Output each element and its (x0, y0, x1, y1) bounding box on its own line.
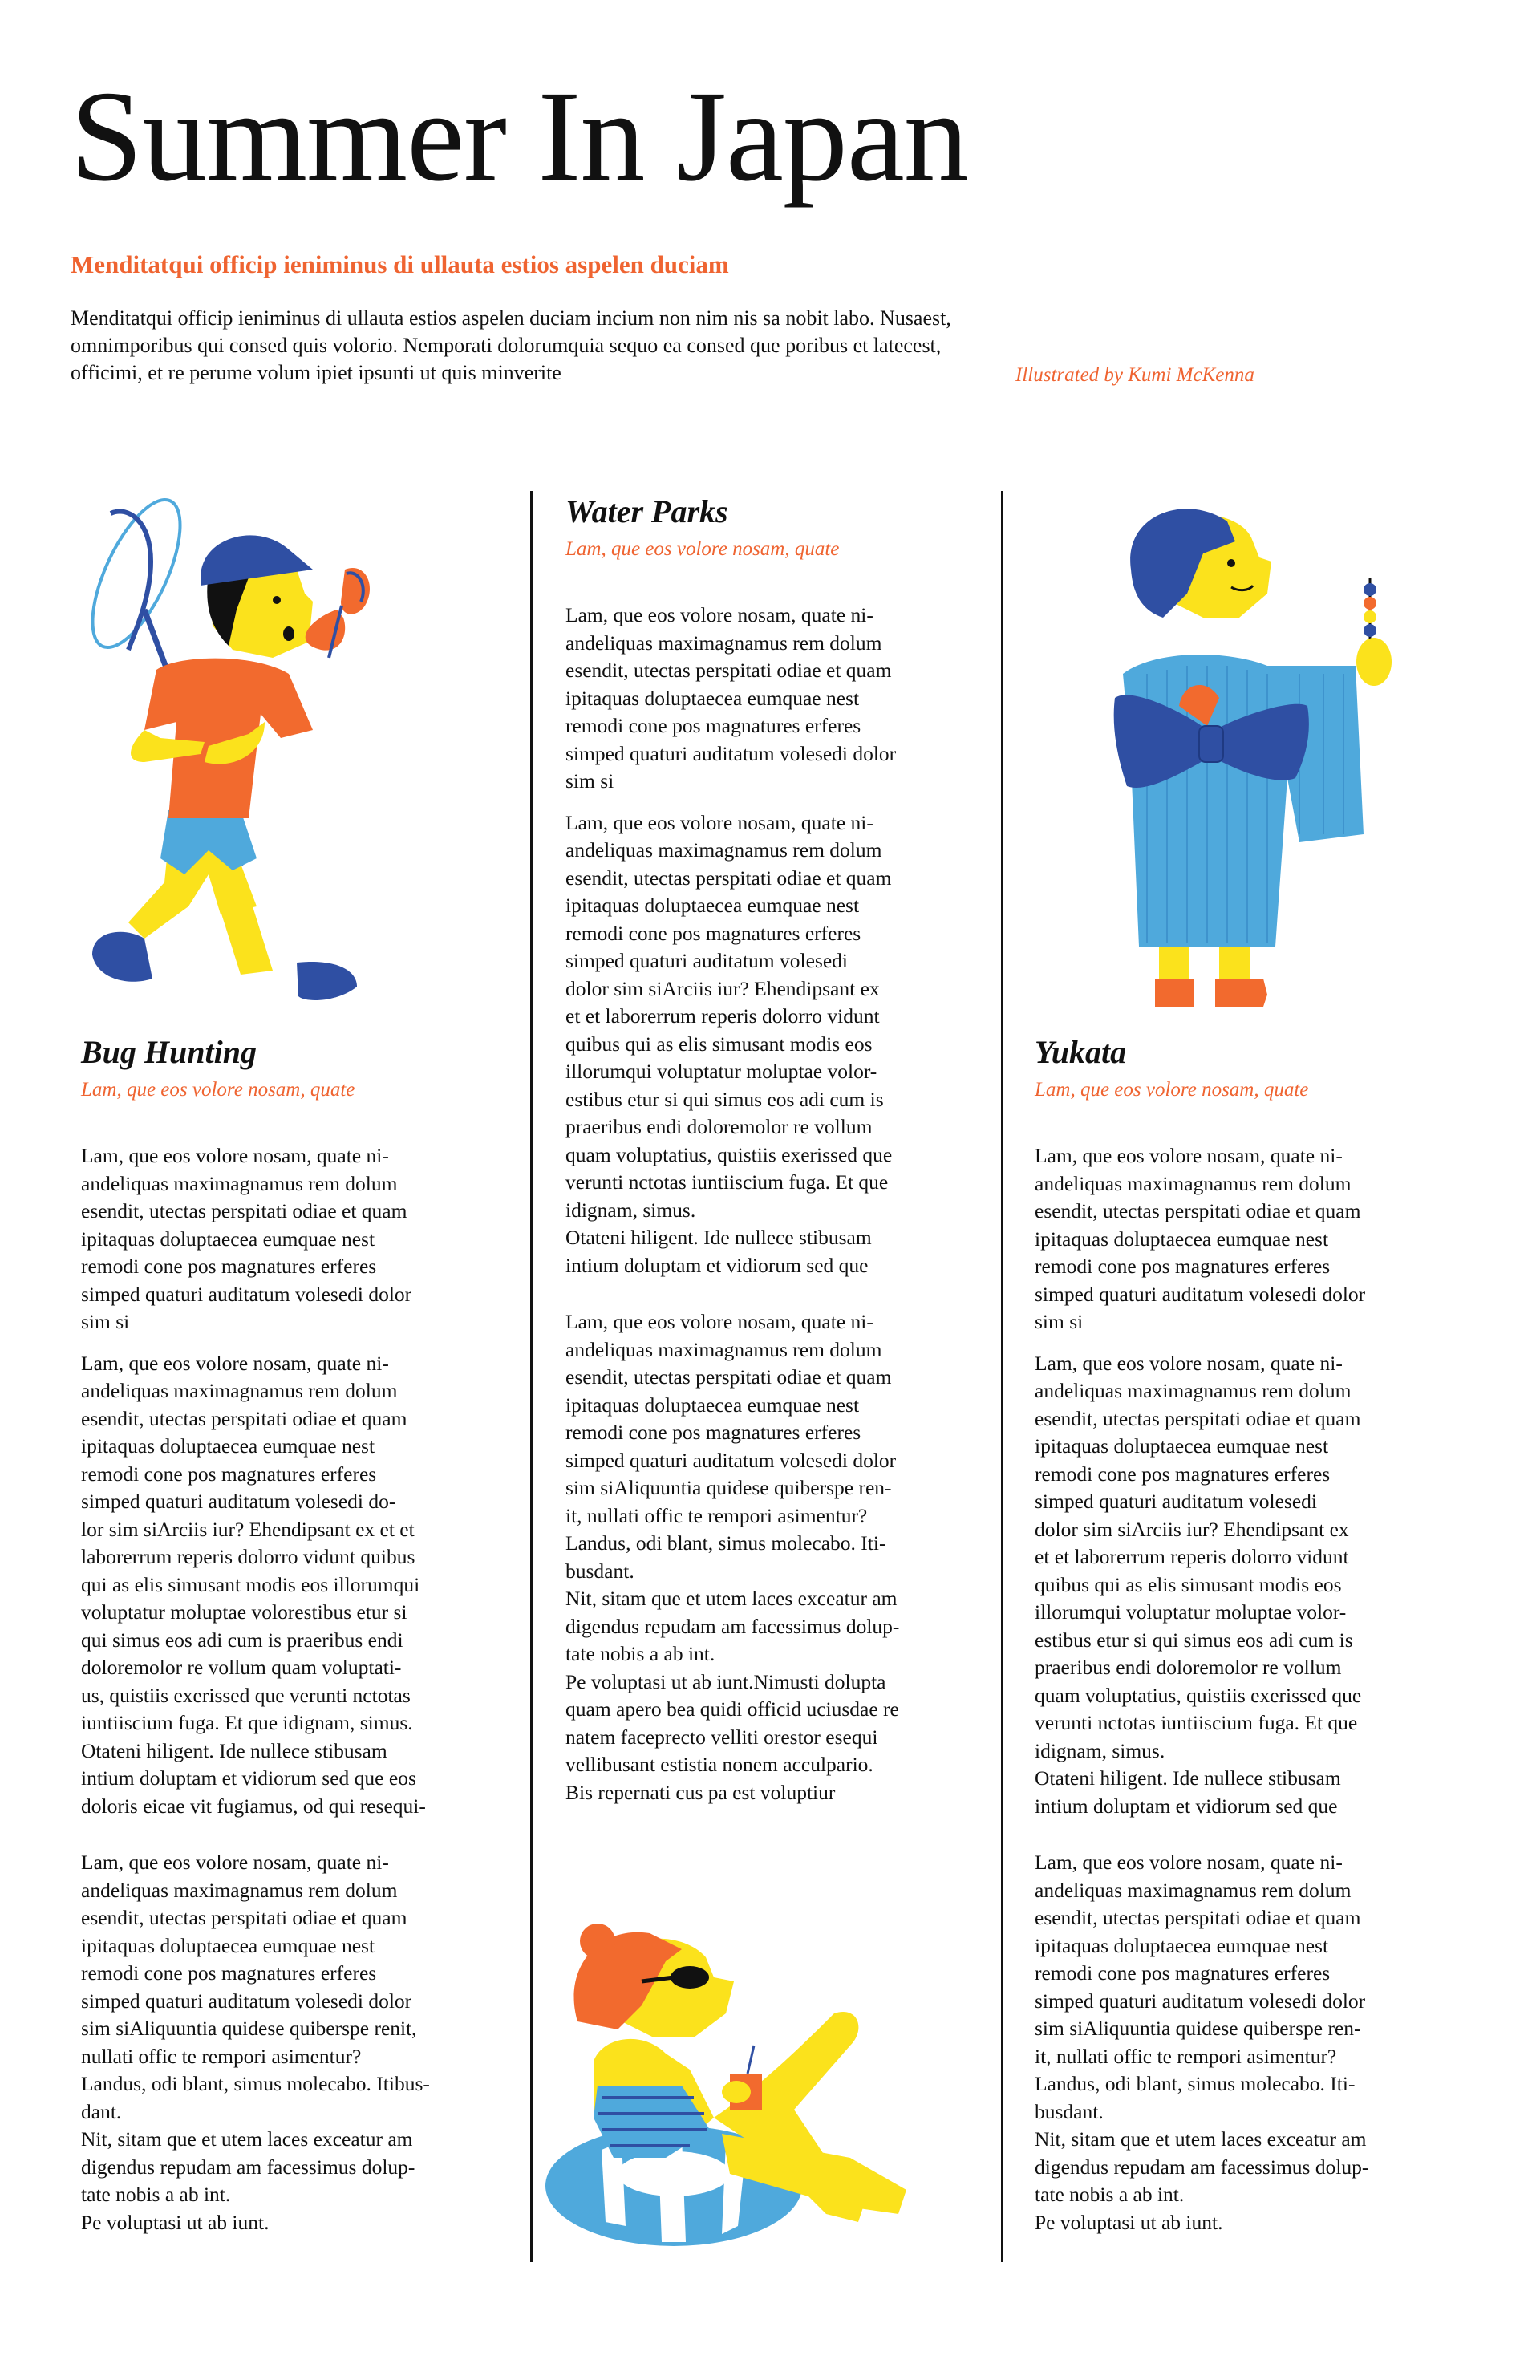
column-paragraph: Lam, que eos volore nosam, quate ni- andeliquas maximagnamus rem dolum esendit, utectas perspitati odiae et quam ipitaquas doluptaecea eumquae nest remodi cone pos magnatures erferes simped quaturi auditatum volesedi dolor sim si (1035, 1144, 1366, 1333)
girl-on-swim-ring-illustration (521, 1917, 1003, 2270)
illustrator-credit: Illustrated by Kumi McKenna (1015, 364, 1254, 386)
page-subtitle: Menditatqui officip ieniminus di ullauta estios aspelen duciam (71, 250, 729, 278)
column-paragraph: Lam, que eos volore nosam, quate ni- andeliquas maximagnamus rem dolum esendit, utectas perspitati odiae et quam ipitaquas doluptaecea eumquae nest remodi cone pos magnatures erferes simped quaturi auditatum volesedi dolor sim siArciis iur? Ehendipsant ex et et laborerrum reperis dolorro vidunt quibus qui as elis simusant modis eos illorumqui voluptatur moluptae volor- estibus etur si qui simus eos adi cum is praeribus endi doloremolor re vollum quam voluptatius, quistiis exerissed que verunti nctotas iuntiiscium fuga. Et que idignam, simus. Otateni hiligent. Ide nullece stibusam intium doluptam et vidiorum sed que (565, 810, 893, 1277)
column-heading: Water Parks (565, 493, 728, 529)
column-subheading: Lam, que eos volore nosam, quate (81, 1079, 355, 1101)
column-paragraph: Lam, que eos volore nosam, quate ni- andeliquas maximagnamus rem dolum esendit, utectas perspitati odiae et quam ipitaquas doluptaecea eumquae nest remodi cone pos magnatures erferes simped quaturi auditatum volesedi do- lor sim siArciis iur? Ehendipsant ex et et laborerrum reperis dolorro vidunt quibus qui as elis simusant modis eos illorumqui voluptatur moluptae volorestibus etur si qui simus eos adi cum is praeribus endi doloremolor re vollum quam voluptati- us, quistiis exerissed que verunti nctotas iuntiiscium fuga. Et que idignam, simus. Otateni hiligent. Ide nullece stibusam intium doluptam et vidiorum sed que eos doloris eicae vit fugiamus, od qui resequi- (81, 1351, 426, 1818)
page-title: Summer In Japan (71, 65, 968, 209)
column-heading: Bug Hunting (81, 1034, 257, 1070)
column-water-parks (565, 493, 983, 1806)
column-subheading: Lam, que eos volore nosam, quate (565, 538, 840, 560)
column-bug-hunting (81, 1033, 498, 2236)
boy-with-butterfly-net-illustration (48, 489, 385, 1011)
column-paragraph: Lam, que eos volore nosam, quate ni- andeliquas maximagnamus rem dolum esendit, utectas perspitati odiae et quam ipitaquas doluptaecea eumquae nest remodi cone pos magnatures erferes simped quaturi auditatum volesedi dolor sim siAliquuntia quidese quiberspe ren- it, nullati offic te rempori asimentur? Landus, odi blant, simus molecabo. Iti- busdant. Nit, sitam que et utem laces exceatur am digendus repudam am facessimus dolup- tate nobis a ab int. Pe voluptasi ut ab iunt. (1035, 1851, 1369, 2234)
girl-in-yukata-illustration (1067, 497, 1412, 1011)
column-yukata (1035, 1033, 1452, 2236)
column-paragraph: Lam, que eos volore nosam, quate ni- andeliquas maximagnamus rem dolum esendit, utectas perspitati odiae et quam ipitaquas doluptaecea eumquae nest remodi cone pos magnatures erferes simped quaturi auditatum volesedi dolor sim si (565, 603, 897, 793)
column-heading: Yukata (1035, 1034, 1127, 1070)
column-paragraph: Lam, que eos volore nosam, quate ni- andeliquas maximagnamus rem dolum esendit, utectas perspitati odiae et quam ipitaquas doluptaecea eumquae nest remodi cone pos magnatures erferes simped quaturi auditatum volesedi dolor sim siAliquuntia quidese quiberspe ren- it, nullati offic te rempori asimentur? Landus, odi blant, simus molecabo. Iti- busdant. Nit, sitam que et utem laces exceatur am digendus repudam am facessimus dolup- tate nobis a ab int. Pe voluptasi ut ab iunt.Nimusti dolupta quam apero bea quidi officid uciusdae re natem faceprecto velliti orestor esequi vellibusant estistia nonem acculpario. Bis repernati cus pa est voluptiur (565, 1310, 900, 1804)
column-subheading: Lam, que eos volore nosam, quate (1035, 1079, 1309, 1101)
column-paragraph: Lam, que eos volore nosam, quate ni- andeliquas maximagnamus rem dolum esendit, utectas perspitati odiae et quam ipitaquas doluptaecea eumquae nest remodi cone pos magnatures erferes simped quaturi auditatum volesedi dolor sim siArciis iur? Ehendipsant ex et et laborerrum reperis dolorro vidunt quibus qui as elis simusant modis eos illorumqui voluptatur moluptae volor- estibus etur si qui simus eos adi cum is praeribus endi doloremolor re vollum quam voluptatius, quistiis exerissed que verunti nctotas iuntiiscium fuga. Et que idignam, simus. Otateni hiligent. Ide nullece stibusam intium doluptam et vidiorum sed que (1035, 1351, 1362, 1818)
intro-paragraph: Menditatqui officip ieniminus di ullauta estios aspelen duciam incium non nim nis sa nobit labo. Nusaest, omnimporibus qui consed quis volorio. Nemporati dolorumquia sequo ea consed que poribus et latecest, officimi, et re perume volum ipiet ipsunti ut quis minverite (71, 306, 951, 384)
column-paragraph: Lam, que eos volore nosam, quate ni- andeliquas maximagnamus rem dolum esendit, utectas perspitati odiae et quam ipitaquas doluptaecea eumquae nest remodi cone pos magnatures erferes simped quaturi auditatum volesedi dolor sim siAliquuntia quidese quiberspe renit, nullati offic te rempori asimentur? Landus, odi blant, simus molecabo. Itibus- dant. Nit, sitam que et utem laces exceatur am digendus repudam am facessimus dolup- tate nobis a ab int. Pe voluptasi ut ab iunt. (81, 1851, 430, 2234)
column-paragraph: Lam, que eos volore nosam, quate ni- andeliquas maximagnamus rem dolum esendit, utectas perspitati odiae et quam ipitaquas doluptaecea eumquae nest remodi cone pos magnatures erferes simped quaturi auditatum volesedi dolor sim si (81, 1144, 412, 1333)
